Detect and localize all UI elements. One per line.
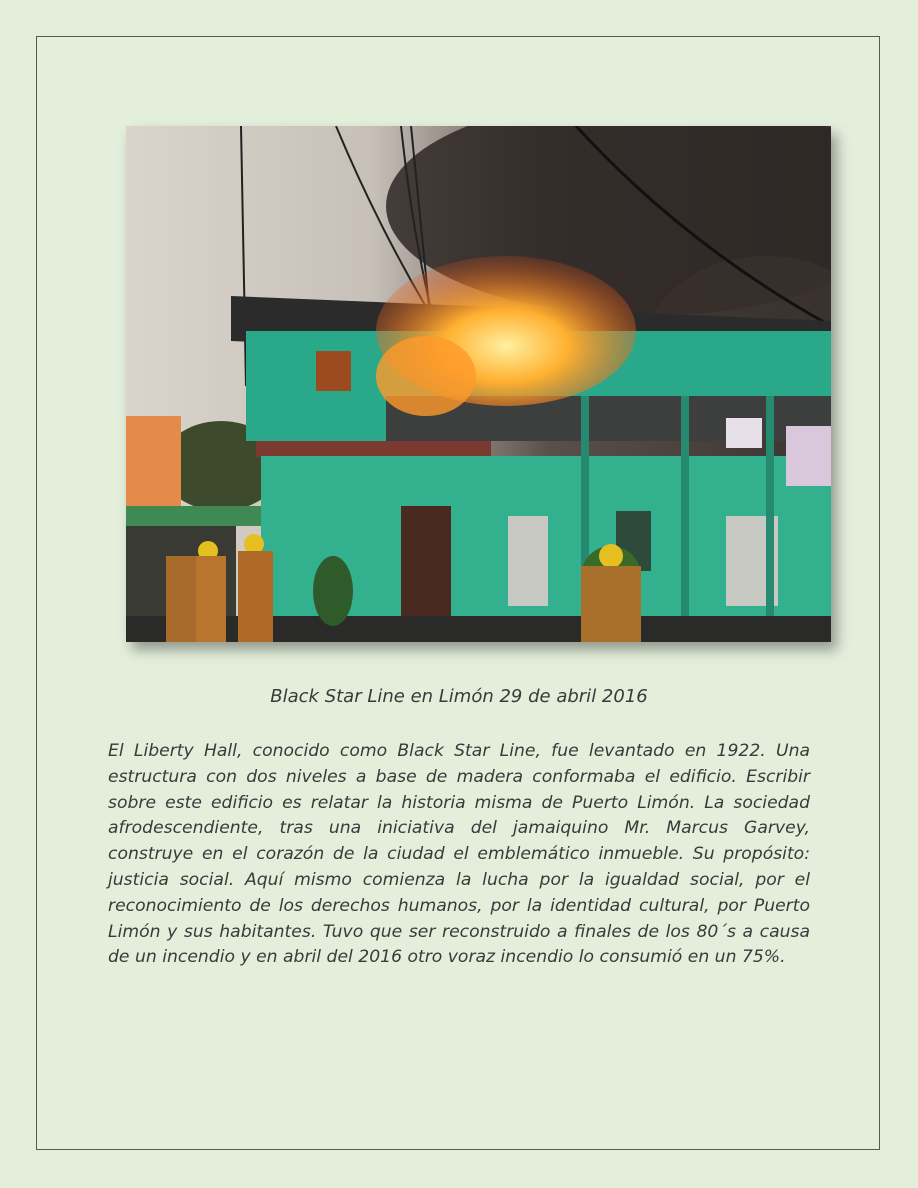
building-fire-photo (126, 126, 831, 642)
body-paragraph: El Liberty Hall, conocido como Black Star Line, fue levantado en 1922. Una estructura con dos niveles a base de madera conformaba el edificio. Escribir sobre este edificio es relatar la historia misma de Puerto Limón. La sociedad afrodescendiente, tras una iniciativa del jamaiquino Mr. Marcus Garvey, construye en el corazón de la ciudad el emblemático inmueble. Su propósito: justicia social. Aquí mismo comienza la lucha por la igualdad social, por el reconocimiento de los derechos humanos, por la identidad cultural, por Puerto Limón y sus habitantes. Tuvo que ser reconstruido a finales de los 80´s a causa de un incendio y en abril del 2016 otro voraz incendio lo consumió en un 75%. (108, 741, 810, 968)
photo-caption: Black Star Line en Limón 29 de abril 2016 (270, 686, 648, 707)
photo-burning-building-icon (126, 126, 831, 642)
